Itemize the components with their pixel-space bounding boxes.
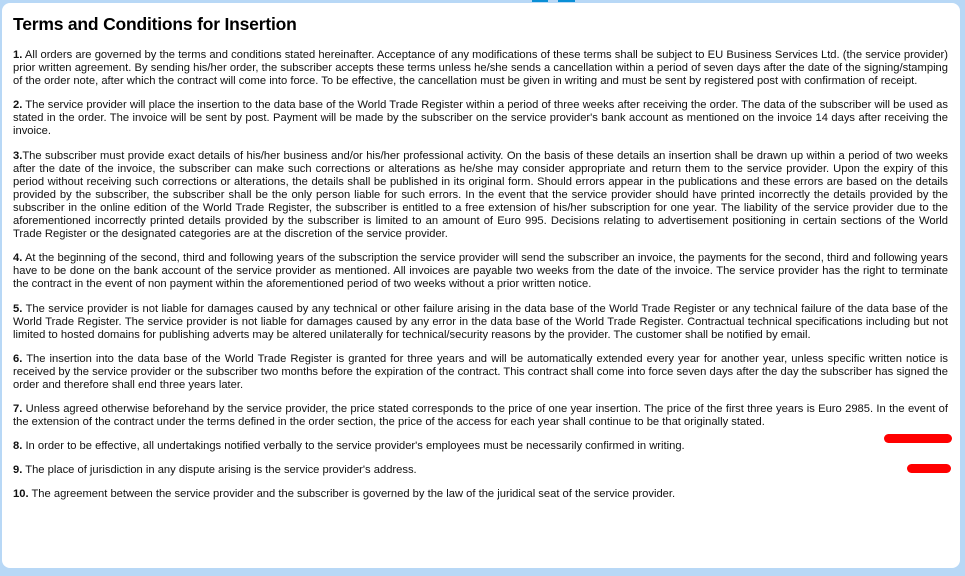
clause-8 (13, 440, 948, 453)
clause-text: In order to be effective, all undertakings notified verbally to the service provider's employees must be necessarily confirmed in writing. (22, 440, 685, 453)
clause-4 (13, 252, 948, 291)
clause-6 (13, 353, 948, 392)
clause-9 (13, 464, 948, 477)
clause-1 (13, 49, 948, 88)
clause-number: 9. (13, 464, 23, 477)
clause-number: 3. (13, 149, 23, 162)
clause-text: At the beginning of the second, third and following years of the subscription the service provider will send the subscriber an invoice, the payments for the second, third and following years have to be done on the bank account of the service provider as mentioned. All invoices are payable two weeks from the date of the invoice. The service provider has the right to terminate the contract in the event of non payment within the aforementioned period of two weeks without a prior written notice. (13, 252, 948, 291)
clause-number: 6. (13, 352, 23, 365)
clause-text: The agreement between the service provider and the subscriber is governed by the law of the juridical seat of the service provider. (28, 488, 676, 501)
clause-number: 7. (13, 403, 23, 416)
clause-2 (13, 99, 948, 138)
clause-text: The insertion into the data base of the World Trade Register is granted for three years and will be automatically extended every year for another year, unless specific written notice is received by the service provider or the subscriber two months before the expiration of the contract. This contract shall come into force seven days after the day the subscriber has signed the order and therefore shall end three years later. (13, 352, 948, 391)
clause-10 (13, 488, 948, 501)
clause-7 (13, 403, 948, 429)
clause-text: Unless agreed otherwise beforehand by the service provider, the price stated corresponds to the price of one year insertion. The price of the first three years is Euro 2985. In the event of the extension of the contract under the terms defined in the order section, the price of the access for each year shall continue to be that originally stated. (13, 403, 948, 429)
terms-card (2, 3, 960, 568)
clause-text: The service provider is not liable for damages caused by any technical or other failure arising in the data base of the World Trade Register or any technical failure of the data base of the World Trade Register. The service provider is not liable for damages caused by any error in the data base of the World Trade Register. Contractual technical specifications including but not limited to hosted domains for publishing adverts may be altered unilaterally for technical/security reasons by the provider. The customer shall be notified by email. (13, 302, 948, 341)
red-highlight-mark (884, 434, 952, 443)
clause-number: 5. (13, 302, 23, 315)
clause-text: All orders are governed by the terms and conditions stated hereinafter. Acceptance of any modifications of these terms shall be subject to EU Business Services Ltd. (the service provider) prior written agreement. By sending his/her order, the subscriber accepts these terms unless he/she sends a cancellation within a period of seven days after the date of the signing/stamping of the order note, after which the contract will come into force. To be effective, the cancellation must be given in writing and must be sent by registered post with confirmation of receipt. (13, 49, 948, 88)
clause-number: 4. (13, 252, 23, 265)
page-title: Terms and Conditions for Insertion (13, 14, 297, 34)
clause-3 (13, 150, 948, 242)
clause-text: The service provider will place the insertion to the data base of the World Trade Register within a period of three weeks after receiving the order. The data of the subscriber will be used as stated in the order. The invoice will be sent by post. Payment will be made by the subscriber on the service provider's bank account as mentioned on the invoice 14 days after receiving the invoice. (13, 99, 948, 138)
clause-number: 1. (13, 49, 23, 61)
top-tab-indicator (532, 0, 548, 2)
top-tab-indicator (558, 0, 575, 2)
clause-5 (13, 303, 948, 342)
clause-number: 10. (13, 488, 29, 501)
clause-number: 2. (13, 99, 23, 112)
clause-text: The subscriber must provide exact details of his/her business and/or his/her professional activity. On the basis of these details an insertion shall be drawn up within a period of two weeks after the date of the invoice, the subscriber can make such corrections or alterations as he/she may consider appropriate and return them to the service provider. Upon the expiry of this period without receiving such corrections or alterations, the details shall be published in its original form. Should errors appear in the publications and these errors are based on the details provided by the subscriber, the subscriber shall be the only person liable for such errors. In the event that the service provider should have printed incorrectly the details provided by the subscriber in the online edition of the World Trade Register, the subscriber is entitled to a free extension of his/her subscription for one year. The liability of the service provider due to the aforementioned incorrectly printed details provided by the subscriber is limited to an amount of Euro 995. Decisions relating to advertisement positioning in certain sections of the World Trade Register or the designated categories are at the discretion of the service provider. (13, 149, 948, 241)
clause-number: 8. (13, 440, 23, 453)
clauses-list (13, 49, 948, 502)
clause-text: The place of jurisdiction in any dispute arising is the service provider's address. (22, 464, 417, 477)
red-highlight-mark (907, 464, 951, 473)
